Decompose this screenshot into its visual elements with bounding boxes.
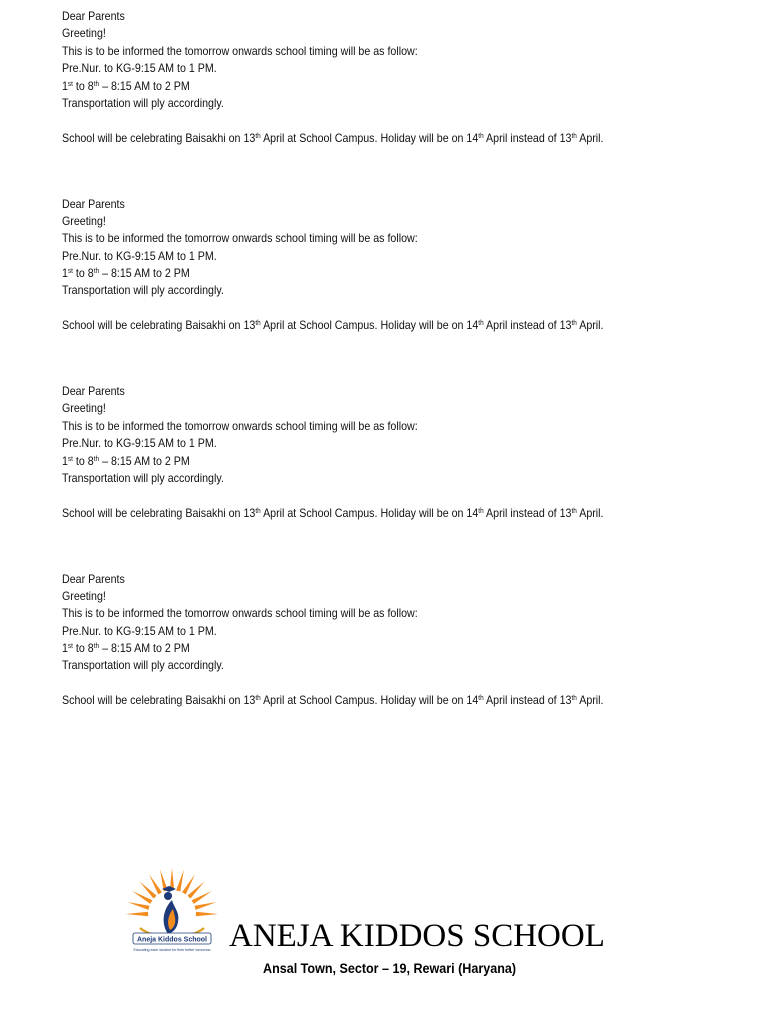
celebration-text-3: April instead of	[483, 319, 560, 333]
intro-line: This is to be informed the tomorrow onwards school timing will be as follow:	[62, 44, 418, 58]
celebration-line	[62, 130, 706, 147]
transport-line: Transportation will ply accordingly.	[62, 659, 224, 673]
school-name: ANEJA KIDDOS SCHOOL	[229, 918, 605, 954]
celebration-text-3: April instead of	[483, 694, 560, 708]
celebration-day-2: 14	[466, 319, 479, 333]
grade-from: 1	[62, 642, 68, 656]
intro-line: This is to be informed the tomorrow onwards school timing will be as follow:	[62, 607, 418, 621]
celebration-day-2: 14	[466, 694, 479, 708]
celebration-text-2: April at School Campus. Holiday will be on	[260, 131, 467, 145]
school-letterhead	[0, 850, 768, 1020]
celebration-day-1: 13	[243, 319, 256, 333]
timing-grades	[62, 640, 706, 657]
logo-ribbon-text: Aneja Kiddos School	[136, 936, 208, 944]
timing-prenursery: Pre.Nur. to KG-9:15 AM to 1 PM.	[62, 249, 217, 263]
celebration-text-4: April.	[576, 131, 604, 145]
transport-line: Transportation will ply accordingly.	[62, 471, 224, 485]
celebration-text-1: School will be celebrating Baisakhi on	[62, 131, 244, 145]
celebration-text-3: April instead of	[483, 131, 560, 145]
celebration-day-2-suffix: th	[478, 320, 484, 328]
celebration-day-3: 13	[559, 131, 572, 145]
salutation: Dear Parents	[62, 385, 125, 398]
celebration-text-2: April at School Campus. Holiday will be on	[260, 319, 467, 333]
spacer	[62, 300, 762, 317]
salutation: Dear Parents	[62, 572, 125, 586]
notice-block	[62, 571, 762, 759]
school-address: Ansal Town, Sector – 19, Rewari (Haryana)	[263, 961, 517, 976]
celebration-day-3: 13	[559, 694, 572, 708]
grade-to: 8	[87, 267, 94, 281]
grade-from-suffix: st	[67, 268, 73, 276]
celebration-day-3: 13	[559, 506, 572, 520]
spacer	[62, 487, 762, 504]
grade-from: 1	[62, 267, 68, 281]
spacer	[62, 675, 762, 692]
grade-to: 8	[87, 79, 94, 93]
celebration-day-2-suffix: th	[478, 132, 484, 140]
grade-to-suffix: th	[93, 455, 100, 463]
celebration-text-1: School will be celebrating Baisakhi on	[62, 506, 244, 520]
intro-line: This is to be informed the tomorrow onwards school timing will be as follow:	[62, 419, 418, 433]
grade-from: 1	[62, 79, 68, 93]
grade-time: – 8:15 AM to 2 PM	[99, 642, 190, 656]
grade-to-suffix: th	[93, 268, 100, 276]
greeting: Greeting!	[62, 27, 106, 41]
celebration-text-1: School will be celebrating Baisakhi on	[62, 694, 244, 708]
salutation: Dear Parents	[62, 197, 125, 211]
celebration-day-3-suffix: th	[571, 320, 577, 328]
grade-to-word: to	[72, 454, 88, 468]
grade-from: 1	[62, 454, 68, 468]
celebration-day-3-suffix: th	[571, 695, 577, 703]
celebration-text-2: April at School Campus. Holiday will be on	[260, 694, 467, 708]
logo-ray	[176, 870, 184, 892]
timing-prenursery: Pre.Nur. to KG-9:15 AM to 1 PM.	[62, 624, 217, 638]
celebration-day-1: 13	[243, 131, 256, 145]
notice-block	[62, 196, 762, 384]
celebration-day-3-suffix: th	[571, 132, 577, 140]
notices-container	[62, 8, 762, 758]
timing-prenursery: Pre.Nur. to KG-9:15 AM to 1 PM.	[62, 62, 217, 76]
grade-to: 8	[87, 454, 94, 468]
celebration-day-1-suffix: th	[255, 695, 261, 703]
salutation: Dear Parents	[62, 10, 125, 23]
grade-to: 8	[87, 642, 94, 656]
notice-block	[62, 8, 762, 196]
celebration-day-3: 13	[559, 319, 572, 333]
celebration-text-2: April at School Campus. Holiday will be on	[260, 506, 467, 520]
transport-line: Transportation will ply accordingly.	[62, 284, 224, 298]
celebration-text-4: April.	[576, 319, 604, 333]
spacer	[62, 112, 762, 129]
greeting: Greeting!	[62, 214, 106, 228]
grade-from-suffix: st	[67, 80, 73, 88]
grade-time: – 8:15 AM to 2 PM	[99, 267, 190, 281]
logo-tagline: Educating each student for their better tomorrow	[133, 948, 211, 952]
celebration-day-1-suffix: th	[255, 507, 261, 515]
timing-grades	[62, 265, 706, 282]
logo-ray	[196, 912, 218, 916]
celebration-day-2-suffix: th	[478, 507, 484, 515]
celebration-text-4: April.	[576, 694, 604, 708]
celebration-line	[62, 692, 706, 709]
celebration-day-1: 13	[243, 506, 256, 520]
grade-to-word: to	[72, 642, 88, 656]
intro-line: This is to be informed the tomorrow onwards school timing will be as follow:	[62, 232, 418, 246]
logo-ray	[128, 902, 150, 910]
celebration-text-1: School will be celebrating Baisakhi on	[62, 319, 244, 333]
logo-head	[164, 892, 172, 900]
celebration-day-3-suffix: th	[571, 507, 577, 515]
celebration-line	[62, 505, 706, 522]
timing-prenursery: Pre.Nur. to KG-9:15 AM to 1 PM.	[62, 437, 217, 451]
celebration-day-1: 13	[243, 694, 256, 708]
notice-block	[62, 383, 762, 571]
grade-time: – 8:15 AM to 2 PM	[99, 79, 190, 93]
grade-from-suffix: st	[67, 643, 73, 651]
celebration-text-3: April instead of	[483, 506, 560, 520]
celebration-day-1-suffix: th	[255, 132, 261, 140]
grade-from-suffix: st	[67, 455, 73, 463]
grade-to-suffix: th	[93, 643, 100, 651]
celebration-day-2-suffix: th	[478, 695, 484, 703]
greeting: Greeting!	[62, 589, 106, 603]
celebration-line	[62, 317, 706, 334]
celebration-day-2: 14	[466, 131, 479, 145]
grade-time: – 8:15 AM to 2 PM	[99, 454, 190, 468]
grade-to-word: to	[72, 79, 88, 93]
timing-grades	[62, 453, 706, 470]
grade-to-suffix: th	[93, 80, 100, 88]
school-logo-icon	[124, 856, 220, 956]
celebration-text-4: April.	[576, 506, 604, 520]
logo-ray	[195, 902, 217, 910]
logo-ray	[126, 912, 148, 916]
timing-grades	[62, 78, 706, 95]
grade-to-word: to	[72, 267, 88, 281]
celebration-day-1-suffix: th	[255, 320, 261, 328]
greeting: Greeting!	[62, 402, 106, 416]
transport-line: Transportation will ply accordingly.	[62, 96, 224, 110]
celebration-day-2: 14	[466, 506, 479, 520]
